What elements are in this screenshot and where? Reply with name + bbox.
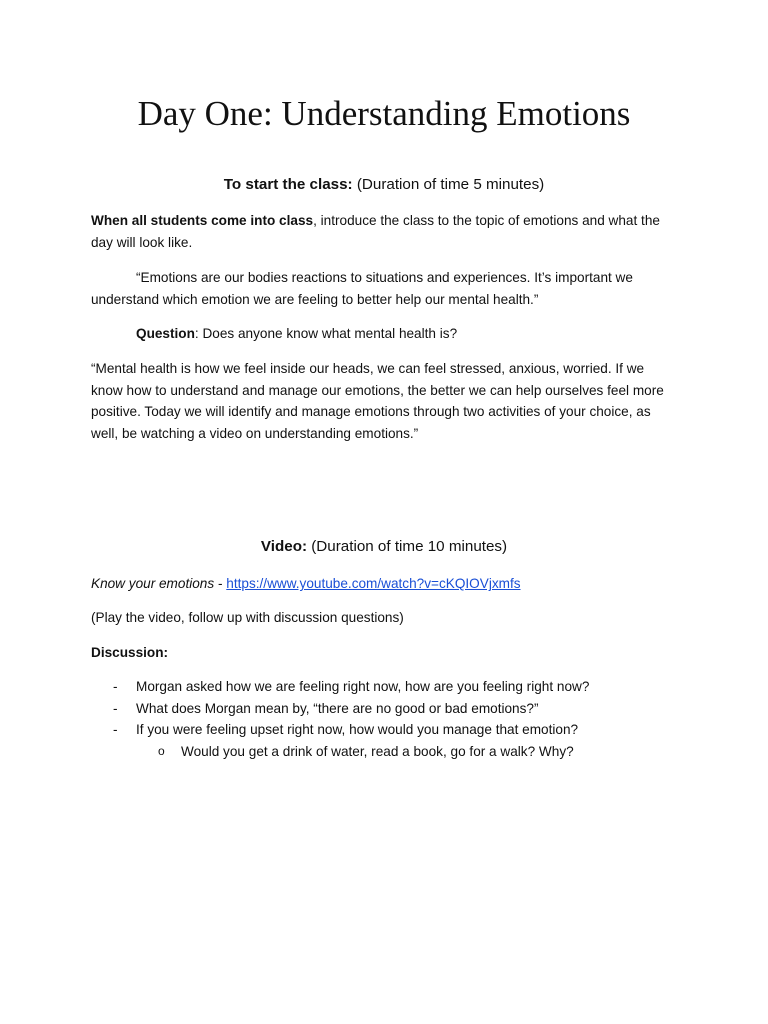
question-label: Question	[136, 326, 195, 341]
dash-bullet: -	[113, 700, 118, 716]
video-link[interactable]: https://www.youtube.com/watch?v=cKQIOVjxmfs	[226, 576, 521, 591]
video-instruction: (Play the video, follow up with discussion questions)	[91, 610, 404, 625]
page-title: Day One: Understanding Emotions	[137, 94, 631, 133]
video-title: Know your emotions	[91, 576, 215, 591]
discussion-question-list	[91, 676, 651, 741]
section-heading-video-duration: (Duration of time 10 minutes)	[307, 538, 508, 555]
section-heading-video-bold: Video:	[260, 538, 308, 555]
video-line	[91, 573, 666, 595]
video-separator: -	[214, 576, 227, 591]
list-item-text: If you were feeling upset right now, how would you manage that emotion?	[136, 722, 579, 737]
list-item-text: Morgan asked how we are feeling right now, how are you feeling right now?	[136, 679, 590, 694]
intro-bold-text: When all students come into class	[91, 213, 314, 228]
discussion-subquestion-list	[136, 741, 656, 763]
question-text: : Does anyone know what mental health is?	[194, 326, 458, 341]
intro-text: , introduce the class to the topic of emotions and what the day will look like.	[91, 213, 660, 250]
dash-bullet: -	[113, 679, 118, 694]
list-item	[91, 676, 651, 698]
intro-paragraph	[91, 210, 666, 253]
section-heading-start-class	[0, 174, 768, 196]
sub-list-item	[136, 741, 656, 763]
quote-emotions-paragraph: “Emotions are our bodies reactions to situations and experiences. It’s important we understand which emotion we are feeling to better help our mental health.”	[91, 270, 633, 307]
sub-list-item-text: Would you get a drink of water, read a book, go for a walk? Why?	[181, 744, 574, 759]
section-heading-video	[0, 536, 768, 558]
quote-mental-health-paragraph: “Mental health is how we feel inside our heads, we can feel stressed, anxious, worried. If we know how to understand and manage our emotions, the better we can help ourselves feel more positive. Today we will identify and manage emotions through two activities of your choice, as well, be watching a video on understanding emotions.”	[91, 361, 664, 441]
list-item	[91, 719, 651, 741]
section-heading-start-class-bold: To start the class:	[223, 176, 353, 193]
discussion-label	[91, 642, 666, 664]
question-paragraph	[136, 323, 457, 345]
list-item	[91, 698, 651, 720]
discussion-label-text: Discussion:	[91, 645, 169, 660]
circle-bullet: o	[158, 744, 165, 758]
section-heading-start-class-duration: (Duration of time 5 minutes)	[352, 176, 545, 193]
list-item-text: What does Morgan mean by, “there are no good or bad emotions?”	[136, 700, 539, 716]
dash-bullet: -	[113, 722, 118, 737]
